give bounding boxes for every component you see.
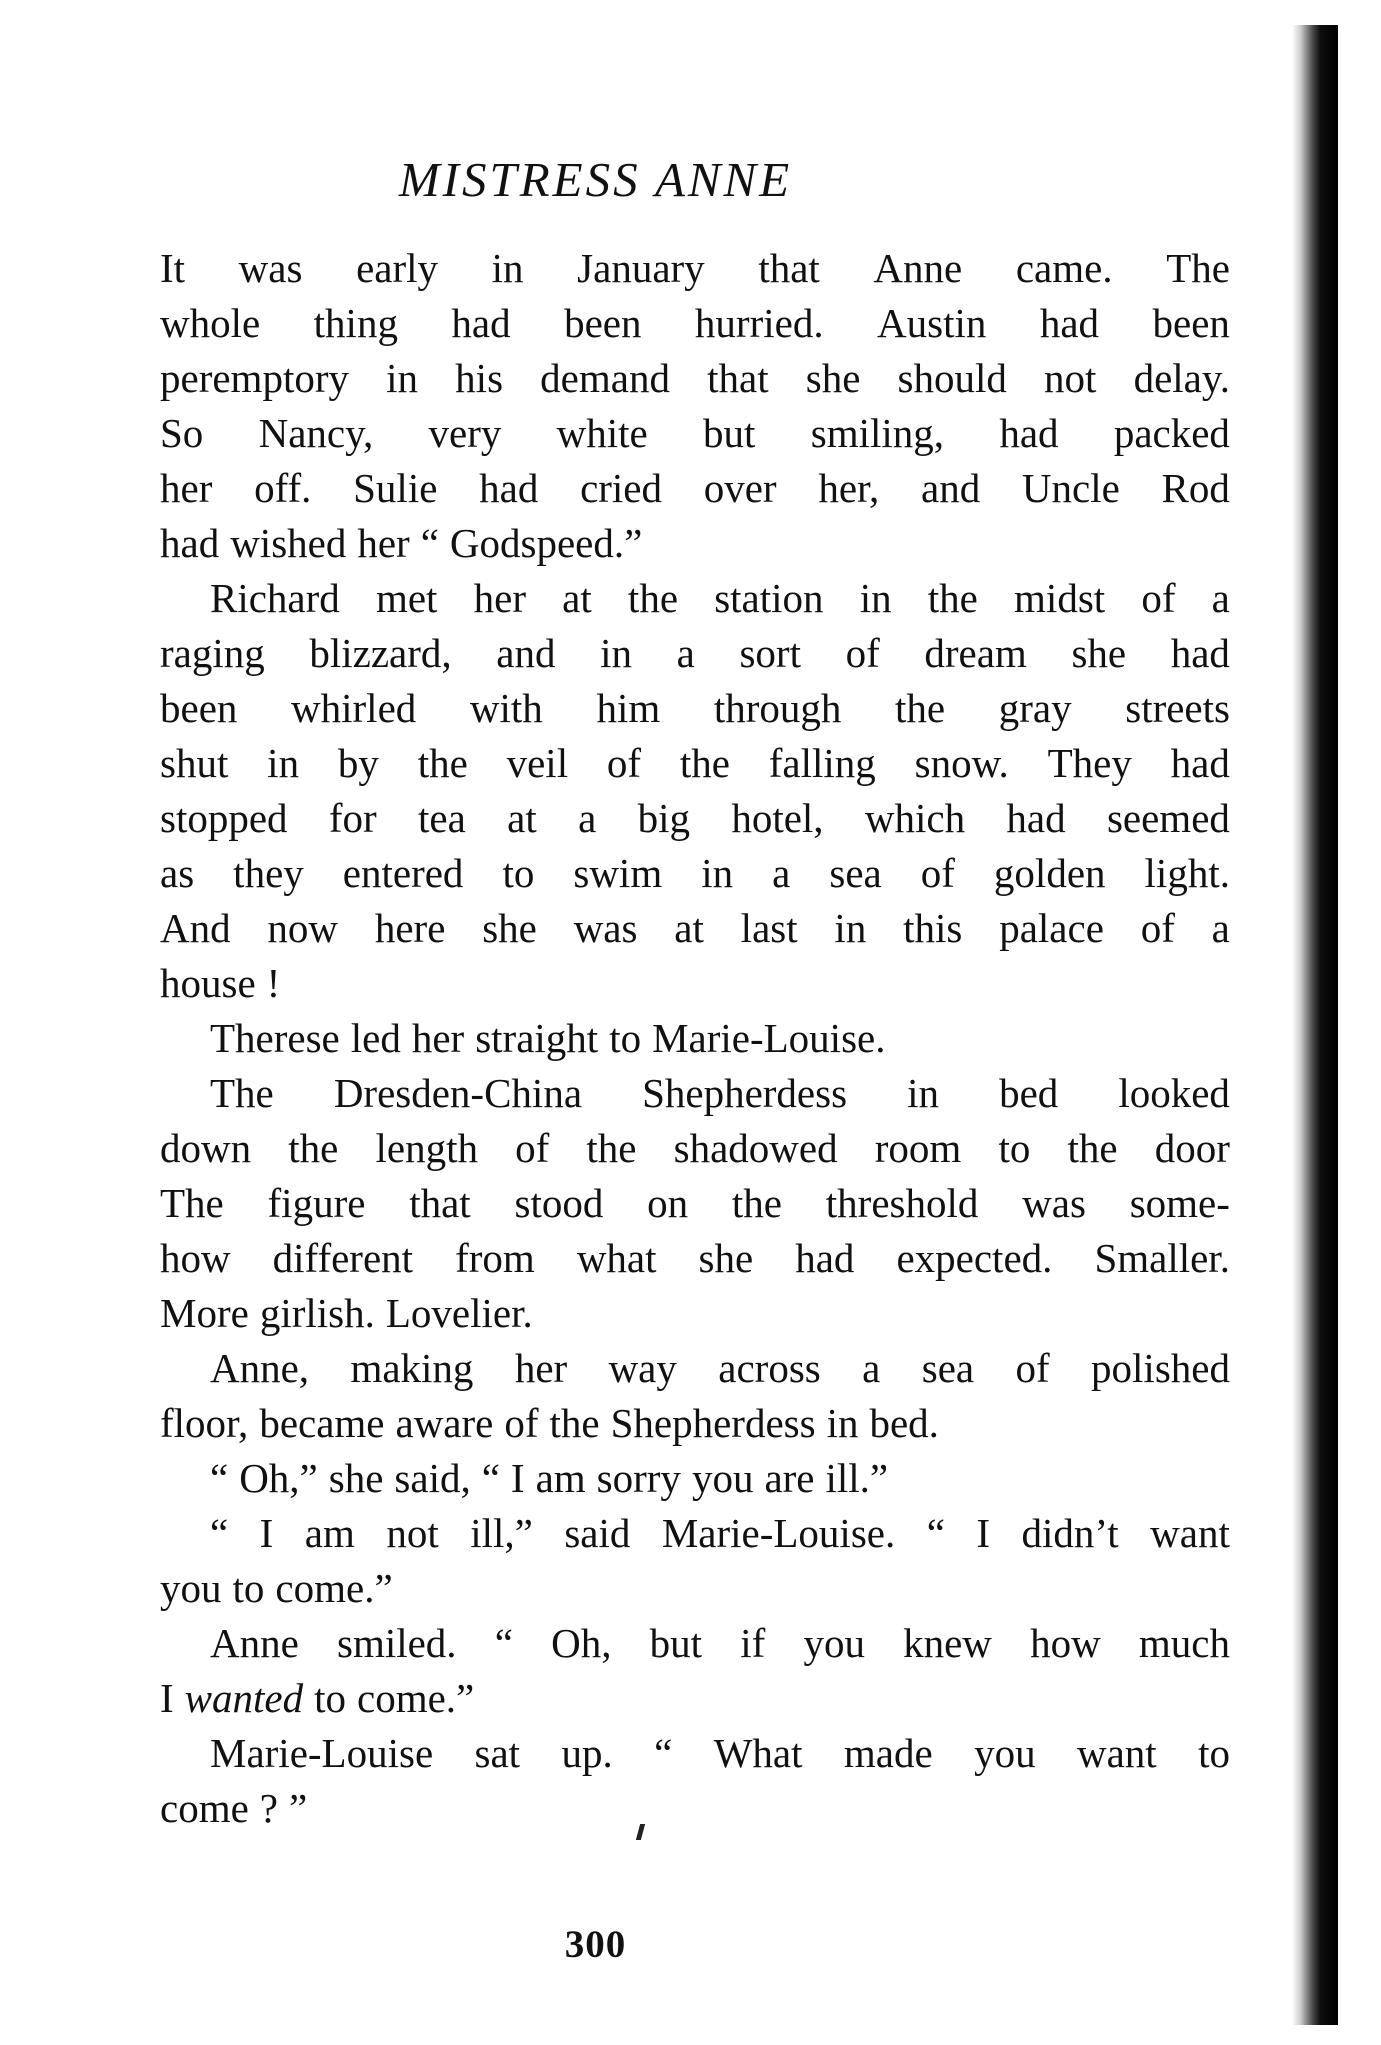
word: And: [160, 905, 231, 951]
word: length: [375, 1125, 478, 1171]
word: hurried.: [694, 300, 824, 346]
word: to: [232, 1565, 265, 1611]
word: Therese: [210, 1015, 340, 1061]
word: wanted: [184, 1675, 304, 1721]
text-line: [160, 1451, 1230, 1506]
word: him: [596, 685, 661, 731]
word: seemed: [1106, 795, 1230, 841]
word: at: [562, 575, 592, 621]
word: her,: [818, 465, 880, 511]
word: became: [259, 1400, 385, 1446]
word: stopped: [160, 795, 288, 841]
word: The: [210, 1070, 274, 1116]
word: hotel,: [731, 795, 824, 841]
text-line: [160, 1671, 1230, 1726]
word: had: [1006, 795, 1066, 841]
word: she: [482, 905, 537, 951]
word: a: [676, 630, 695, 676]
text-line: [160, 1561, 1230, 1616]
word: but: [649, 1620, 703, 1666]
text-line: [160, 571, 1230, 626]
word: at: [507, 795, 537, 841]
word: should: [897, 355, 1007, 401]
word: “: [654, 1730, 673, 1776]
text-line: [160, 1781, 1230, 1836]
word: “: [210, 1510, 229, 1556]
word: Nancy,: [258, 410, 374, 456]
word: was: [573, 905, 638, 951]
word: in: [826, 1400, 859, 1446]
word: a: [862, 1345, 881, 1391]
word: sat: [474, 1730, 521, 1776]
word: had: [795, 1235, 855, 1281]
word: packed: [1113, 410, 1230, 456]
word: she: [805, 355, 861, 401]
word: Godspeed.”: [449, 520, 643, 566]
word: Shepherdess: [642, 1070, 848, 1116]
word: demand: [540, 355, 670, 401]
word: come: [160, 1785, 249, 1831]
word: her: [160, 465, 213, 511]
word: The: [160, 1180, 224, 1226]
word: to: [314, 1675, 346, 1721]
word: made: [843, 1730, 933, 1776]
word: whirled: [291, 685, 417, 731]
word: different: [272, 1235, 414, 1281]
text-line: [160, 296, 1230, 351]
word: that: [707, 355, 769, 401]
word: on: [647, 1180, 689, 1226]
text-line: [160, 1011, 1230, 1066]
word: over: [703, 465, 777, 511]
word: if: [740, 1620, 766, 1666]
word: had: [1170, 630, 1230, 676]
text-line: [160, 791, 1230, 846]
word: ill.”: [825, 1455, 889, 1501]
word: “: [926, 1510, 945, 1556]
word: how: [1030, 1620, 1101, 1666]
word: expected.: [896, 1235, 1053, 1281]
text-line: [160, 1506, 1230, 1561]
page-number: 300: [564, 1923, 627, 1966]
word: in: [600, 630, 633, 676]
word: Oh,: [551, 1620, 612, 1666]
word: at: [674, 905, 704, 951]
word: in: [907, 1070, 940, 1116]
word: been: [564, 300, 642, 346]
text-line: [160, 1726, 1230, 1781]
word: now: [267, 905, 339, 951]
word: of: [920, 850, 955, 896]
word: “: [210, 1455, 229, 1501]
word: and: [921, 465, 981, 511]
word: Marie-Louise: [210, 1730, 434, 1776]
word: the: [679, 740, 730, 786]
word: you: [803, 1620, 865, 1666]
word: More: [160, 1290, 249, 1336]
word: had: [1039, 300, 1100, 346]
word: to: [1198, 1730, 1230, 1776]
word: you: [691, 1455, 754, 1501]
word: to: [502, 850, 535, 896]
word: in: [386, 355, 419, 401]
word: gray: [998, 685, 1072, 731]
word: had: [451, 300, 511, 346]
word: had: [479, 465, 539, 511]
word: come.”: [275, 1565, 393, 1611]
word: falling: [768, 740, 876, 786]
word: of: [1141, 575, 1176, 621]
book-binding-shadow: [1292, 25, 1338, 2025]
word: peremptory: [160, 355, 349, 401]
word: she: [698, 1235, 754, 1281]
word: not: [386, 1510, 439, 1556]
word: her: [411, 1015, 465, 1061]
word: tea: [418, 795, 466, 841]
word: What: [713, 1730, 803, 1776]
word: she: [328, 1455, 384, 1501]
word: of: [515, 1125, 550, 1171]
text-line: [160, 1396, 1230, 1451]
text-line: [160, 1066, 1230, 1121]
word: of: [1015, 1345, 1050, 1391]
word: veil: [506, 740, 569, 786]
word: in: [859, 575, 892, 621]
word: her: [473, 575, 526, 621]
word: had: [1170, 740, 1230, 786]
word: “: [494, 1620, 513, 1666]
word: said,: [394, 1455, 471, 1501]
word: streets: [1125, 685, 1230, 731]
word: in: [267, 740, 300, 786]
word: had: [160, 520, 220, 566]
word: you: [974, 1730, 1036, 1776]
word: house: [160, 960, 256, 1006]
word: white: [556, 410, 648, 456]
word: how: [160, 1235, 231, 1281]
word: for: [328, 795, 377, 841]
word: she: [1071, 630, 1127, 676]
text-line: [160, 846, 1230, 901]
word: to: [998, 1125, 1031, 1171]
word: floor,: [160, 1400, 249, 1446]
word: snow.: [914, 740, 1009, 786]
word: !: [266, 960, 281, 1006]
word: thing: [313, 300, 398, 346]
text-line: [160, 461, 1230, 516]
word: the: [627, 575, 679, 621]
word: that: [409, 1180, 471, 1226]
text-line: [160, 1121, 1230, 1176]
word: a: [772, 850, 791, 896]
text-line: [160, 1231, 1230, 1286]
word: this: [903, 905, 963, 951]
word: ?: [259, 1785, 278, 1831]
word: “: [481, 1455, 500, 1501]
word: delay.: [1133, 355, 1230, 401]
word: Marie-Louise.: [652, 1015, 886, 1061]
word: early: [356, 245, 439, 291]
word: want: [1076, 1730, 1157, 1776]
word: aware: [395, 1400, 494, 1446]
word: came.: [1015, 245, 1113, 291]
word: Anne: [210, 1620, 299, 1666]
text-line: [160, 1341, 1230, 1396]
word: girlish.: [259, 1290, 375, 1336]
word: It: [160, 245, 186, 291]
word: by: [337, 740, 379, 786]
word: “: [420, 520, 439, 566]
text-line: [160, 351, 1230, 406]
word: of: [845, 630, 880, 676]
word: here: [374, 905, 446, 951]
word: am: [535, 1455, 586, 1501]
word: swim: [573, 850, 663, 896]
word: light.: [1144, 850, 1230, 896]
word: January: [577, 245, 705, 291]
word: cried: [580, 465, 663, 511]
word: golden: [993, 850, 1106, 896]
text-line: [160, 1286, 1230, 1341]
word: station: [714, 575, 824, 621]
word: the: [927, 575, 978, 621]
word: palace: [999, 905, 1104, 951]
word: wished: [230, 520, 347, 566]
word: I: [976, 1510, 991, 1556]
word: from: [455, 1235, 535, 1281]
word: with: [469, 685, 543, 731]
running-head: MISTRESS ANNE: [398, 152, 793, 207]
word: Marie-Louise.: [661, 1510, 896, 1556]
word: room: [874, 1125, 962, 1171]
word: raging: [160, 630, 265, 676]
word: not: [1044, 355, 1097, 401]
word: been: [160, 685, 238, 731]
word: up.: [561, 1730, 613, 1776]
word: Anne,: [210, 1345, 310, 1391]
word: Austin: [877, 300, 987, 346]
word: of: [504, 1400, 539, 1446]
word: Anne: [873, 245, 963, 291]
word: threshold: [825, 1180, 979, 1226]
word: you: [160, 1565, 222, 1611]
word: blizzard,: [309, 630, 452, 676]
word: Sulie: [353, 465, 438, 511]
word: ”: [289, 1785, 308, 1831]
word: way: [608, 1345, 677, 1391]
word: down: [160, 1125, 252, 1171]
word: which: [864, 795, 966, 841]
word: sea: [921, 1345, 975, 1391]
word: the: [549, 1400, 600, 1446]
word: Shepherdess: [610, 1400, 816, 1446]
word: of: [606, 740, 642, 786]
word: come.”: [357, 1675, 475, 1721]
text-line: [160, 241, 1230, 296]
word: as: [160, 850, 195, 896]
text-line: [160, 1176, 1230, 1231]
text-line: [160, 681, 1230, 736]
word: what: [576, 1235, 657, 1281]
word: polished: [1091, 1345, 1230, 1391]
word: led: [350, 1015, 401, 1061]
word: Oh,”: [239, 1455, 318, 1501]
word: her: [357, 520, 410, 566]
word: sea: [829, 850, 882, 896]
word: across: [718, 1345, 821, 1391]
text-line: [160, 736, 1230, 791]
word: through: [713, 685, 842, 731]
word: are: [764, 1455, 815, 1501]
word: in: [834, 905, 867, 951]
word: the: [1067, 1125, 1118, 1171]
word: They: [1047, 740, 1132, 786]
body-text: [160, 241, 1230, 1836]
word: was: [238, 245, 303, 291]
word: The: [1166, 245, 1230, 291]
word: bed: [999, 1070, 1059, 1116]
word: didn’t: [1021, 1510, 1119, 1556]
word: door: [1154, 1125, 1230, 1171]
word: Lovelier.: [385, 1290, 533, 1336]
word: big: [637, 795, 690, 841]
word: smiled.: [336, 1620, 457, 1666]
word: I: [160, 1675, 174, 1721]
word: want: [1150, 1510, 1230, 1556]
word: Uncle: [1021, 465, 1120, 511]
word: midst: [1014, 575, 1106, 621]
word: looked: [1118, 1070, 1230, 1116]
word: been: [1152, 300, 1230, 346]
word: that: [758, 245, 820, 291]
text-line: [160, 901, 1230, 956]
word: the: [731, 1180, 782, 1226]
text-line: [160, 1616, 1230, 1671]
word: knew: [903, 1620, 992, 1666]
word: shut: [160, 740, 229, 786]
text-line: [160, 626, 1230, 681]
word: ill,”: [470, 1510, 533, 1556]
word: the: [895, 685, 946, 731]
word: in: [491, 245, 524, 291]
word: to: [609, 1015, 642, 1061]
word: Richard: [210, 575, 340, 621]
word: her: [514, 1345, 568, 1391]
word: the: [586, 1125, 637, 1171]
word: met: [375, 575, 438, 621]
word: a: [1211, 575, 1230, 621]
word: the: [417, 740, 468, 786]
word: in: [701, 850, 734, 896]
word: Smaller.: [1094, 1235, 1230, 1281]
word: I: [259, 1510, 274, 1556]
word: smiling,: [810, 410, 945, 456]
word: some-: [1129, 1180, 1230, 1226]
text-line: [160, 516, 1230, 571]
word: sort: [739, 630, 801, 676]
word: whole: [160, 300, 261, 346]
word: his: [455, 355, 504, 401]
word: very: [428, 410, 502, 456]
word: stood: [514, 1180, 604, 1226]
word: was: [1022, 1180, 1086, 1226]
word: sorry: [596, 1455, 681, 1501]
text-line: [160, 406, 1230, 461]
word: said: [564, 1510, 631, 1556]
word: shadowed: [673, 1125, 838, 1171]
word: am: [304, 1510, 355, 1556]
word: the: [288, 1125, 339, 1171]
word: Dresden-China: [333, 1070, 583, 1116]
word: So: [160, 410, 204, 456]
word: Rod: [1161, 465, 1230, 511]
word: entered: [342, 850, 464, 896]
word: a: [1211, 905, 1230, 951]
word: last: [740, 905, 798, 951]
word: straight: [475, 1015, 599, 1061]
text-line: [160, 956, 1230, 1011]
word: of: [1140, 905, 1175, 951]
word: bed.: [869, 1400, 939, 1446]
word: but: [703, 410, 756, 456]
word: a: [578, 795, 597, 841]
word: they: [233, 850, 304, 896]
word: dream: [924, 630, 1027, 676]
word: figure: [267, 1180, 366, 1226]
word: I: [510, 1455, 525, 1501]
word: and: [496, 630, 556, 676]
word: much: [1138, 1620, 1230, 1666]
word: off.: [254, 465, 312, 511]
word: making: [350, 1345, 474, 1391]
word: had: [999, 410, 1059, 456]
